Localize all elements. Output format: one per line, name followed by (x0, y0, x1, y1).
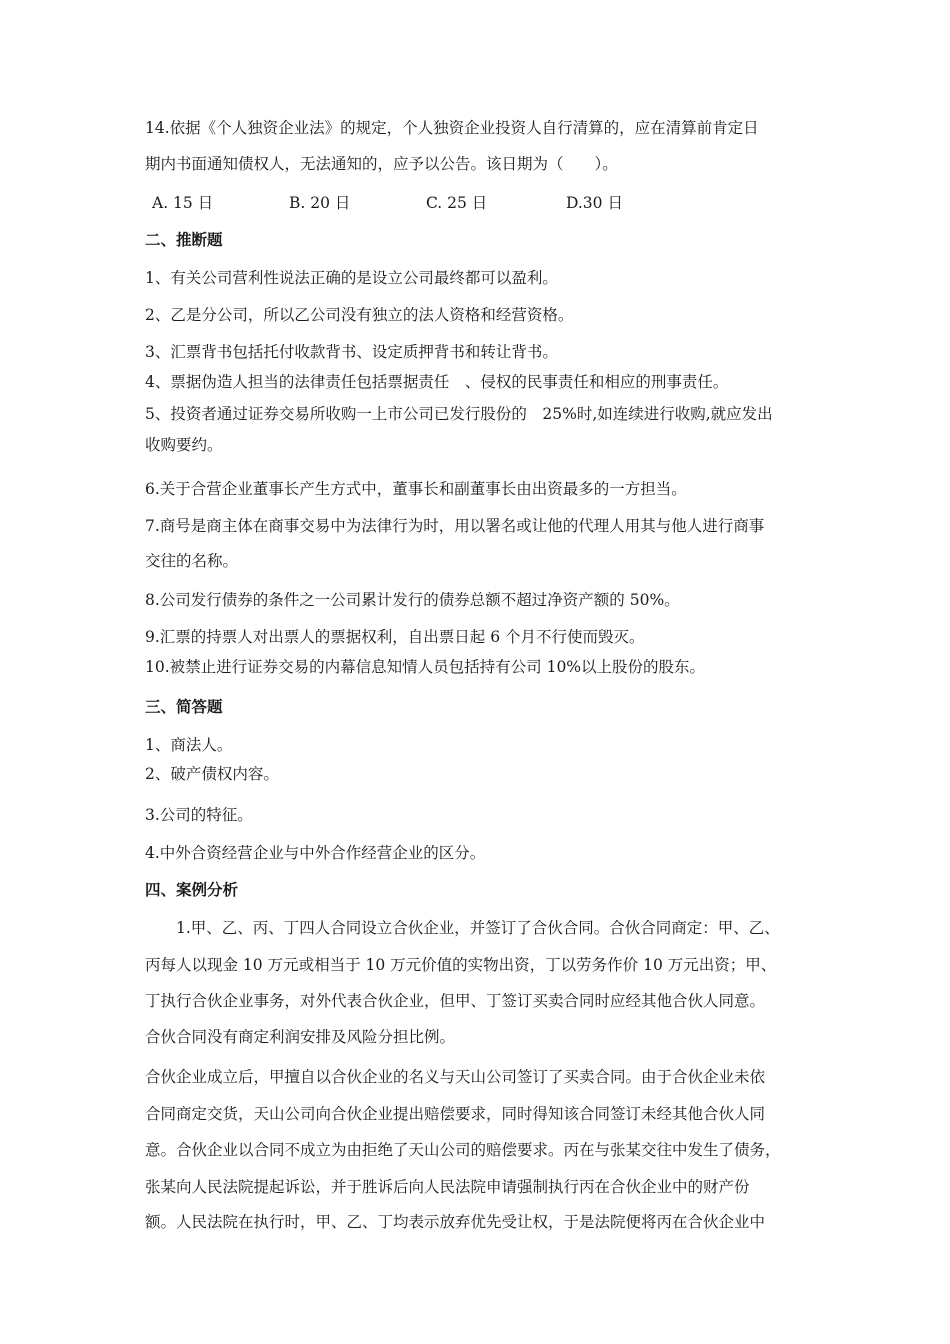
s2-item: 6.关于合营企业董事长产生方式中，董事长和副董事长由出资最多的一方担当。 (145, 480, 687, 498)
option-d: D.30 日 (566, 194, 623, 212)
case-line: 1.甲、乙、丙、丁四人合同设立合伙企业，并签订了合伙合同。合伙合同商定：甲、乙、 (176, 919, 780, 937)
s2-item: 收购要约。 (145, 436, 223, 454)
s3-item: 2、破产债权内容。 (145, 765, 279, 783)
case-line: 合伙合同没有商定利润安排及风险分担比例。 (145, 1028, 456, 1046)
case-line: 张某向人民法院提起诉讼，并于胜诉后向人民法院申请强制执行丙在合伙企业中的财产份 (145, 1178, 750, 1196)
case-line: 丙每人以现金 10 万元或相当于 10 万元价值的实物出资，丁以劳务作价 10 万元出资；甲、 (145, 956, 777, 974)
section2-heading: 二、推断题 (145, 231, 223, 249)
q14-line2: 期内书面通知债权人，无法通知的，应予以公告。该日期为（ ）。 (145, 155, 618, 173)
case-line: 合伙企业成立后，甲擅自以合伙企业的名义与天山公司签订了买卖合同。由于合伙企业未依 (145, 1068, 766, 1086)
case-line: 合同商定交货，天山公司向合伙企业提出赔偿要求，同时得知该合同签订未经其他合伙人同 (145, 1105, 766, 1123)
s3-item: 4.中外合资经营企业与中外合作经营企业的区分。 (145, 844, 486, 862)
option-c: C. 25 日 (426, 194, 488, 212)
section3-heading: 三、简答题 (145, 698, 223, 716)
s2-item: 7.商号是商主体在商事交易中为法律行为时，用以署名或让他的代理人用其与他人进行商事 (145, 517, 765, 535)
s2-item: 10.被禁止进行证券交易的内幕信息知情人员包括持有公司 10%以上股份的股东。 (145, 658, 706, 676)
case-line: 丁执行合伙企业事务，对外代表合伙企业，但甲、丁签订买卖合同时应经其他合伙人同意。 (145, 992, 766, 1010)
s2-item: 交往的名称。 (145, 552, 239, 570)
section4-heading: 四、案例分析 (145, 881, 239, 899)
option-a: A. 15 日 (152, 194, 214, 212)
s3-item: 1、商法人。 (145, 736, 233, 754)
s2-item: 3、汇票背书包括托付收款背书、设定质押背书和转让背书。 (145, 343, 558, 361)
q14-line1: 14.依据《个人独资企业法》的规定，个人独资企业投资人自行清算的，应在清算前肯定日 (145, 119, 759, 137)
s2-item: 4、票据伪造人担当的法律责任包括票据责任 、侵权的民事责任和相应的刑事责任。 (145, 373, 729, 391)
s2-item: 2、乙是分公司，所以乙公司没有独立的法人资格和经营资格。 (145, 306, 574, 324)
s2-item: 8.公司发行债券的条件之一公司累计发行的债券总额不超过净资产额的 50%。 (145, 591, 680, 609)
option-b: B. 20 日 (289, 194, 351, 212)
s2-item: 1、有关公司营利性说法正确的是设立公司最终都可以盈利。 (145, 269, 558, 287)
s3-item: 3.公司的特征。 (145, 806, 253, 824)
case-line: 额。人民法院在执行时，甲、乙、丁均表示放弃优先受让权，于是法院便将丙在合伙企业中 (145, 1213, 766, 1231)
case-line: 意。合伙企业以合同不成立为由拒绝了天山公司的赔偿要求。丙在与张某交往中发生了债务， (145, 1141, 781, 1159)
s2-item: 9.汇票的持票人对出票人的票据权利，自出票日起 6 个月不行使而毁灭。 (145, 628, 645, 646)
s2-item: 5、投资者通过证券交易所收购一上市公司已发行股份的 25%时,如连续进行收购,就应发出 (145, 405, 773, 423)
